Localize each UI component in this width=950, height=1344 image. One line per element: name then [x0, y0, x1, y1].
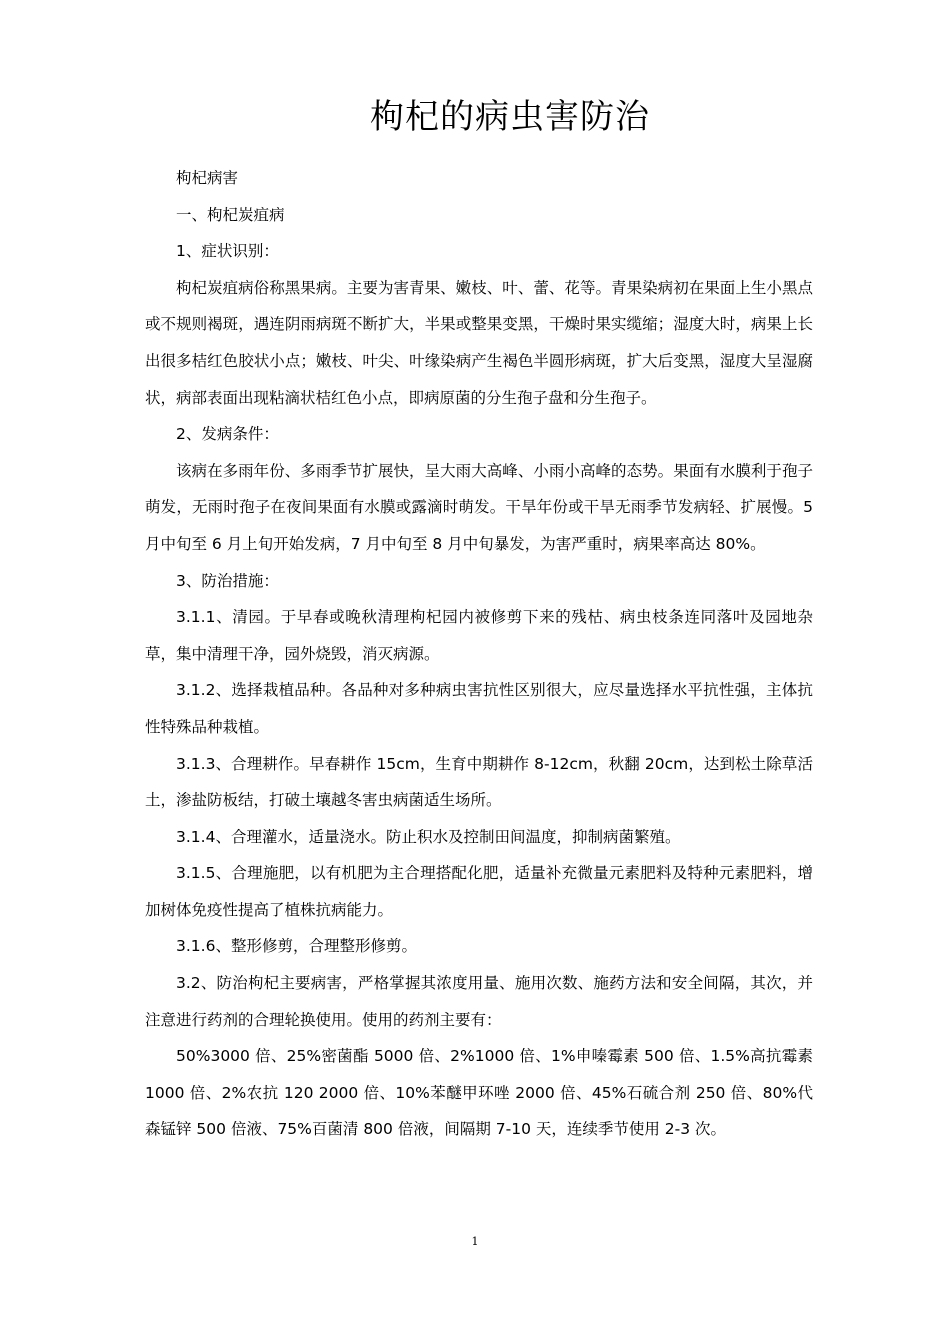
document-body [145, 160, 813, 1148]
body-paragraph: 3.2、防治枸杞主要病害，严格掌握其浓度用量、施用次数、施药方法和安全间隔，其次，并注意进行药剂的合理轮换使用。使用的药剂主要有： [145, 974, 813, 1029]
body-paragraph: 3.1.3、合理耕作。早春耕作 15cm，生育中期耕作 8-12cm，秋翻 20cm，达到松土除草活土，渗盐防板结，打破土壤越冬害虫病菌适生场所。 [145, 754, 813, 810]
body-paragraph: 枸杞炭疽病俗称黑果病。主要为害青果、嫩枝、叶、蕾、花等。青果染病初在果面上生小黑点或不规则褐斑，遇连阴雨病斑不断扩大，半果或整果变黑，干燥时果实缆缩；湿度大时，病果上长出很多桔红色胶状小点；嫩枝、叶尖、叶缘染病产生褐色半圆形病斑，扩大后变黑，湿度大呈湿腐状，病部表面出现粘滴状桔红色小点，即病原菌的分生孢子盘和分生孢子。 [145, 278, 813, 407]
body-paragraph: 3.1.4、合理灌水，适量浇水。防止积水及控制田间温度，抑制病菌繁殖。 [176, 827, 681, 846]
body-paragraph: 3.1.2、选择栽植品种。各品种对多种病虫害抗性区别很大，应尽量选择水平抗性强，主体抗性特殊品种栽植。 [145, 681, 813, 736]
document-title: 枸杞的病虫害防治 [370, 97, 650, 137]
body-paragraph: 3.1.6、整形修剪，合理整形修剪。 [176, 937, 417, 956]
body-paragraph: 3.1.5、合理施肥，以有机肥为主合理搭配化肥，适量补充微量元素肥料及特种元素肥料，增加树体免疫性提高了植株抗病能力。 [145, 864, 813, 919]
item-heading: 3、防治措施： [176, 571, 279, 590]
section-heading: 枸杞病害 [176, 169, 239, 187]
item-heading: 2、发病条件： [176, 425, 279, 444]
body-paragraph: 3.1.1、清园。于早春或晚秋清理枸杞园内被修剪下来的残枯、病虫枝条连同落叶及园地杂草，集中清理干净，园外烧毁，消灭病源。 [145, 608, 813, 663]
body-paragraph: 50%3000 倍、25%密菌酯 5000 倍、2%1000 倍、1%申嗪霉素 500 倍、1.5%高抗霉素 1000 倍、2%农抗 120 2000 倍、10%苯醚甲环唑 2000 倍、45%石硫合剂 250 倍、80%代森锰锌 500 倍液、75%百菌清 800 倍液，间隔期 7-10 天，连续季节使用 2-3 次。 [145, 1047, 813, 1139]
page-number: 1 [471, 1235, 479, 1248]
subsection-heading: 一、枸杞炭疽病 [176, 205, 285, 224]
body-paragraph: 该病在多雨年份、多雨季节扩展快，呈大雨大高峰、小雨小高峰的态势。果面有水膜利于孢子萌发，无雨时孢子在夜间果面有水膜或露滴时萌发。干旱年份或干旱无雨季节发病轻、扩展慢。5 月中旬至 6 月上旬开始发病，7 月中旬至 8 月中旬暴发，为害严重时，病果率高达 80%。 [145, 461, 813, 553]
item-heading: 1、症状识别： [176, 242, 279, 261]
